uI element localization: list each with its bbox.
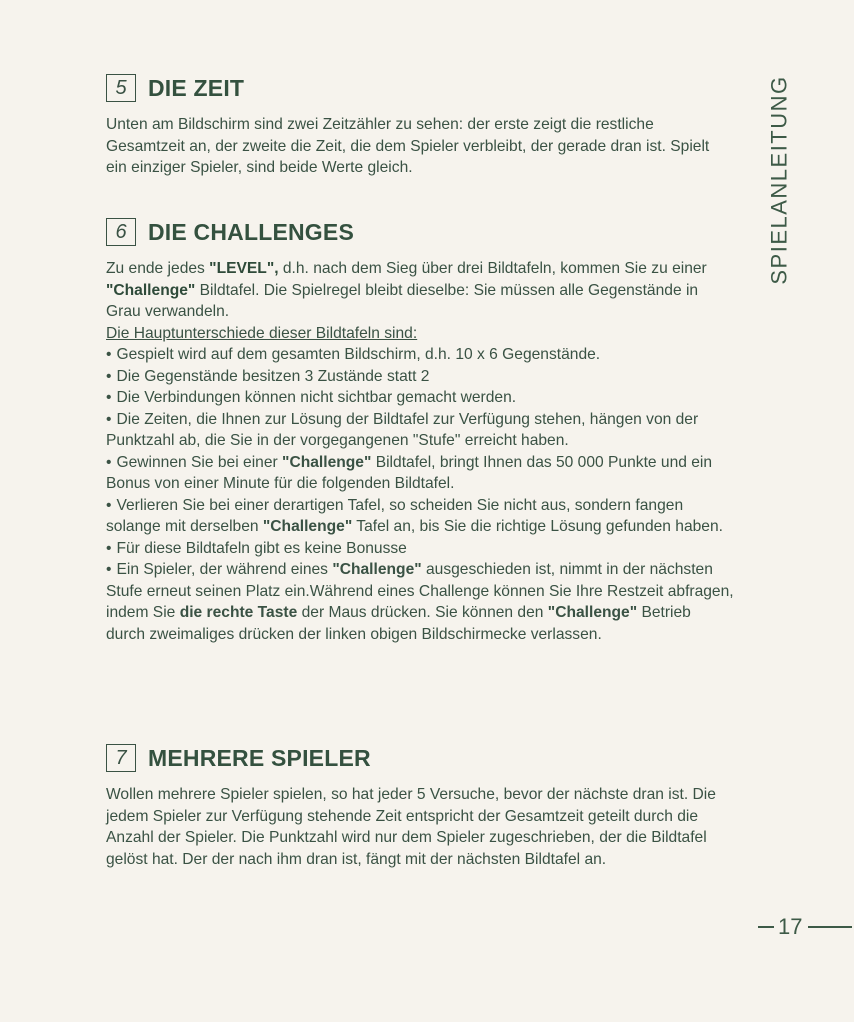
section-title: DIE CHALLENGES bbox=[148, 218, 354, 245]
intro-text: d.h. nach dem Sieg über drei Bildtafeln, kommen Sie zu einer bbox=[278, 260, 707, 277]
intro-challenge-bold: "Challenge" bbox=[106, 281, 196, 299]
page-number-rule bbox=[758, 926, 774, 928]
page-number-rule bbox=[808, 926, 852, 928]
bullet-item: • Die Zeiten, die Ihnen zur Lösung der Bildtafel zur Verfügung stehen, hängen von der Punktzahl ab, die Sie in der vorgegangenen "Stufe" erreicht haben. bbox=[106, 410, 699, 449]
section-number: 7 bbox=[106, 744, 136, 772]
section-title: DIE ZEIT bbox=[148, 74, 245, 101]
section-text: Wollen mehrere Spieler spielen, so hat jeder 5 Versuche, bevor der nächste dran ist. Die jedem Spieler zur Verfügung stehende Zeit entspricht der Gesamtzeit geteilt durch die Anzahl der Spieler. Die Punktzahl wird nur dem Spieler zugeschrieben, der die Bildtafel gelöst hat. Der der nach ihm dran ist, fängt mit der nächsten Bildtafel an. bbox=[106, 786, 716, 868]
section-intro bbox=[106, 258, 734, 323]
bullet-item: • Ein Spieler, der während eines "Challenge" ausgeschieden ist, nimmt in der nächsten Stufe erneut seinen Platz ein.Während eines Challenge können Sie Ihre Restzeit abfragen, indem Sie die rechte Taste der Maus drücken. Sie können den "Challenge" Betrieb durch zweimaliges drücken der linken obigen Bildschirmecke verlassen. bbox=[106, 561, 734, 643]
page-number bbox=[758, 914, 852, 940]
section-die-challenges bbox=[106, 216, 734, 645]
intro-text: Zu ende jedes bbox=[106, 260, 210, 277]
side-label bbox=[760, 60, 800, 300]
section-number: 5 bbox=[106, 74, 136, 102]
section-number: 6 bbox=[106, 218, 136, 246]
section-text: Unten am Bildschirm sind zwei Zeitzähler zu sehen: der erste zeigt die restliche Gesamtzeit an, der zweite die Zeit, die dem Spieler verbleibt, der gerade dran ist. Spielt ein einziger Spieler, sind beide Werte gleich. bbox=[106, 116, 710, 176]
subheading: Die Hauptunterschiede dieser Bildtafeln sind: bbox=[106, 324, 418, 342]
bullet-item: • Verlieren Sie bei einer derartigen Tafel, so scheiden Sie nicht aus, sondern fangen solange mit derselben "Challenge" Tafel an, bis Sie die richtige Lösung gefunden haben. bbox=[106, 496, 723, 535]
intro-level-bold: "LEVEL", bbox=[209, 260, 279, 277]
section-title: MEHRERE SPIELER bbox=[148, 744, 371, 771]
bullet-item: • Gewinnen Sie bei einer "Challenge" Bildtafel, bringt Ihnen das 50 000 Punkte und ein Bonus von einer Minute für die folgenden Bildtafel. bbox=[106, 453, 713, 492]
section-heading bbox=[106, 742, 734, 774]
section-mehrere-spieler bbox=[106, 742, 734, 870]
page-number-text: 17 bbox=[778, 914, 803, 939]
section-heading bbox=[106, 216, 734, 248]
section-heading bbox=[106, 72, 734, 104]
side-label-text: SPIELANLEITUNG bbox=[767, 75, 792, 285]
bullet-item: • Für diese Bildtafeln gibt es keine Bonusse bbox=[106, 539, 407, 557]
bullet-item: • Gespielt wird auf dem gesamten Bildschirm, d.h. 10 x 6 Gegenstände. bbox=[106, 346, 601, 363]
intro-text: Bildtafel. Die Spielregel bleibt dieselbe: Sie müssen alle Gegenstände in Grau verwandeln. bbox=[106, 281, 699, 320]
section-die-zeit bbox=[106, 72, 734, 179]
bullet-item: • Die Verbindungen können nicht sichtbar gemacht werden. bbox=[106, 389, 517, 406]
bullet-item: • Die Gegenstände besitzen 3 Zustände statt 2 bbox=[106, 367, 430, 385]
